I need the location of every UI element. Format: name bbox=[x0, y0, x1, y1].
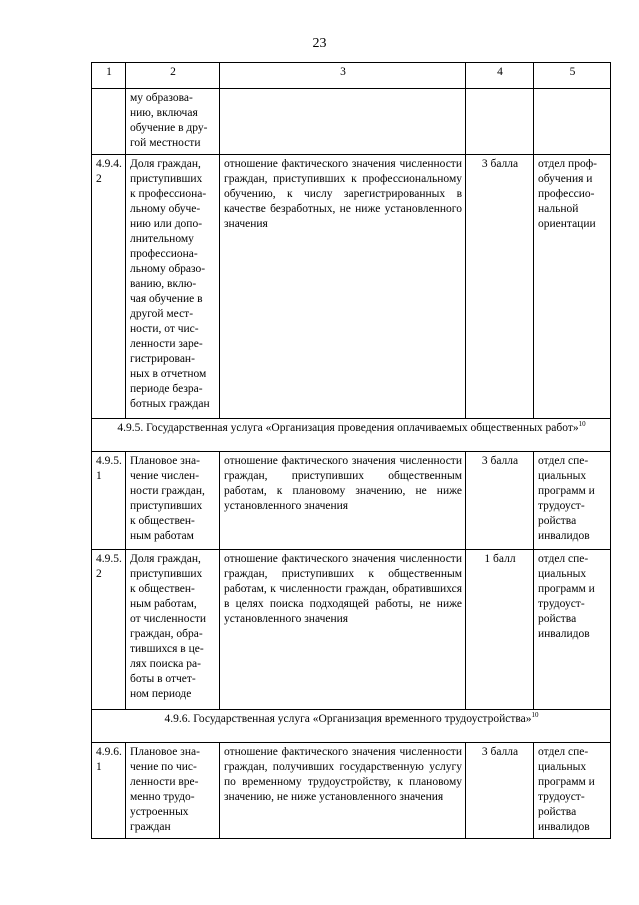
header-cell: 5 bbox=[534, 63, 611, 89]
table-row bbox=[92, 452, 611, 550]
header-cell: 1 bbox=[92, 63, 126, 89]
footnote-ref: 10 bbox=[531, 711, 539, 720]
table-row bbox=[92, 89, 611, 155]
section-row bbox=[92, 710, 611, 743]
department bbox=[534, 89, 611, 155]
row-number: 4.9.6. 1 bbox=[92, 743, 126, 839]
section-row bbox=[92, 419, 611, 452]
indicator-table bbox=[91, 62, 611, 839]
score: 3 балла bbox=[466, 452, 534, 550]
score: 3 балла bbox=[466, 743, 534, 839]
row-number bbox=[92, 89, 126, 155]
calc-method bbox=[220, 89, 466, 155]
section-title bbox=[92, 419, 611, 452]
footnote-ref: 10 bbox=[578, 420, 586, 429]
row-number: 4.9.5. 2 bbox=[92, 550, 126, 710]
calc-method: отношение фактического значения численности граждан, получивших государственную услугу по временному трудоустройству, к плановому значению, не ниже установленного значения bbox=[220, 743, 466, 839]
department: отдел спе- циальных программ и трудоуст- ройства инвалидов bbox=[534, 550, 611, 710]
header-cell: 4 bbox=[466, 63, 534, 89]
indicator-name: Доля граждан, приступивших к профессиона- льному обуче- нию или допо- лнительному профессиона- льному образо- ванию, вклю- чая обучение в другой мест- ности, от чис- ленности заре- гистрирован- ных в отчетном периоде безра- ботных граждан bbox=[126, 155, 220, 419]
calc-method: отношение фактического значения численности граждан, приступивших общественным работам, к плановому значению, не ниже установленного значения bbox=[220, 452, 466, 550]
row-number: 4.9.5. 1 bbox=[92, 452, 126, 550]
indicator-name: му образова- нию, включая обучение в дру- гой местности bbox=[126, 89, 220, 155]
score: 3 балла bbox=[466, 155, 534, 419]
header-cell: 3 bbox=[220, 63, 466, 89]
table-row bbox=[92, 550, 611, 710]
indicator-name: Плановое зна- чение числен- ности граждан, приступивших к обществен- ным работам bbox=[126, 452, 220, 550]
department: отдел проф- обучения и профессио- нальной ориентации bbox=[534, 155, 611, 419]
table-row bbox=[92, 155, 611, 419]
table-row bbox=[92, 743, 611, 839]
page-number: 23 bbox=[312, 36, 327, 51]
section-title bbox=[92, 710, 611, 743]
calc-method: отношение фактического значения численности граждан, приступивших к профессиональному обучению, к числу зарегистрированных в качестве безработных, не ниже установленного значения bbox=[220, 155, 466, 419]
indicator-name: Плановое зна- чение по чис- ленности вре- менно трудо- устроенных граждан bbox=[126, 743, 220, 839]
score bbox=[466, 89, 534, 155]
row-number: 4.9.4. 2 bbox=[92, 155, 126, 419]
indicator-name: Доля граждан, приступивших к обществен- ным работам, от численности граждан, обра- тившихся в це- лях поиска ра- боты в отчет- ном периоде bbox=[126, 550, 220, 710]
header-cell: 2 bbox=[126, 63, 220, 89]
calc-method: отношение фактического значения численности граждан, приступивших к общественным работам, к численности граждан, обратившихся в целях поиска подходящей работы, не ниже установленного значения bbox=[220, 550, 466, 710]
section-title-text: 4.9.5. Государственная услуга «Организация проведения оплачиваемых общественных работ» bbox=[117, 422, 579, 434]
score: 1 балл bbox=[466, 550, 534, 710]
department: отдел спе- циальных программ и трудоуст- ройства инвалидов bbox=[534, 743, 611, 839]
section-title-text: 4.9.6. Государственная услуга «Организация временного трудоустройства» bbox=[164, 713, 532, 725]
department: отдел спе- циальных программ и трудоуст- ройства инвалидов bbox=[534, 452, 611, 550]
table-header-row bbox=[92, 63, 611, 89]
